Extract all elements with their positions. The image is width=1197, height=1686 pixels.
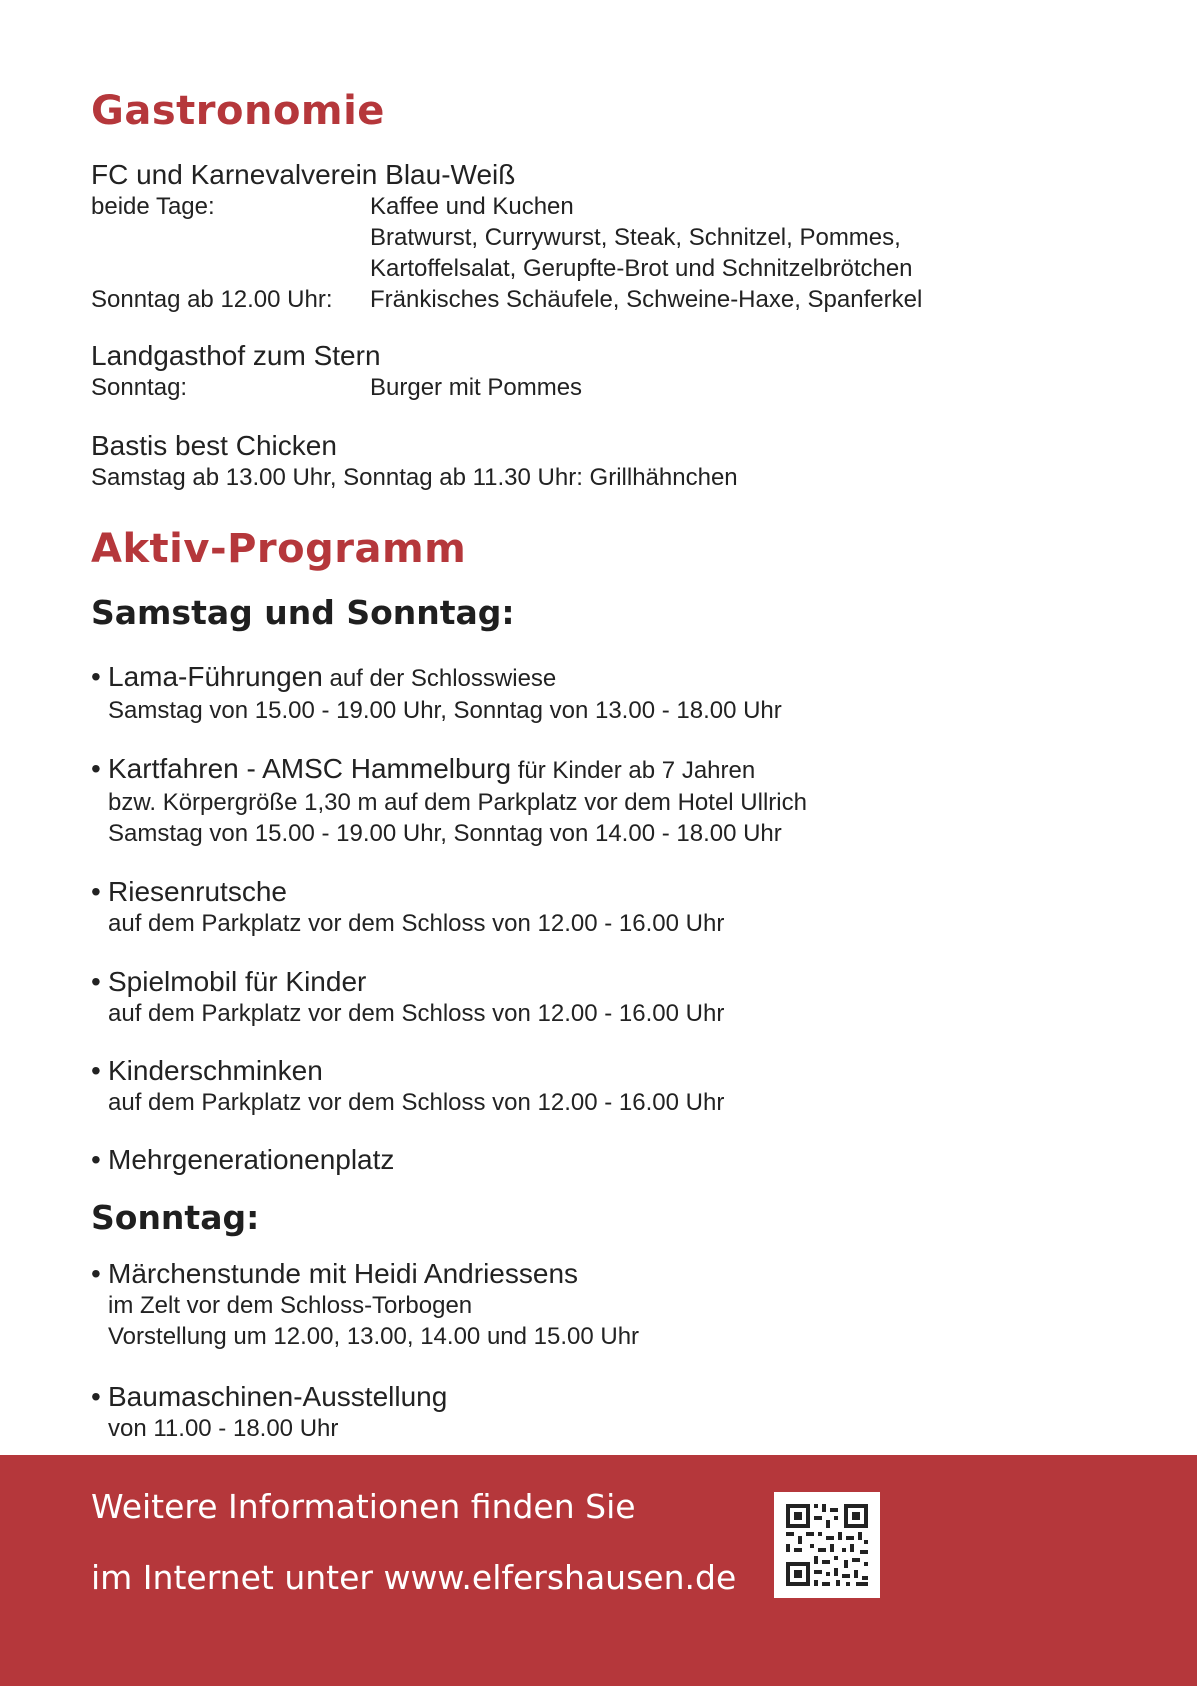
item-detail: Samstag von 15.00 - 19.00 Uhr, Sonntag von 13.00 - 18.00 Uhr [108, 697, 782, 724]
qr-code-icon[interactable] [774, 1492, 880, 1598]
bullet-icon: • [91, 1381, 101, 1412]
menu-row-day [91, 222, 370, 253]
bullet-icon: • [91, 661, 101, 692]
list-item-spielmobil [91, 966, 1091, 1029]
aktiv-programm-heading: Aktiv-Programm [91, 526, 467, 572]
footer-url-line[interactable]: im Internet unter www.elfershausen.de [91, 1558, 737, 1597]
bullet-icon: • [91, 966, 101, 997]
item-title: Kinderschminken [108, 1055, 323, 1086]
item-detail: auf dem Parkplatz vor dem Schloss von 12.00 - 16.00 Uhr [108, 910, 725, 937]
vendor-name: FC und Karnevalverein Blau-Weiß [91, 159, 516, 190]
item-title: Kartfahren - AMSC Hammelburg [108, 753, 512, 784]
menu-row [91, 222, 1091, 253]
gastronomie-heading: Gastronomie [91, 88, 385, 134]
item-subtitle: auf der Schlosswiese [322, 665, 557, 692]
menu-row [91, 284, 1091, 315]
vendor-name: Bastis best Chicken [91, 430, 337, 461]
vendor-bastis-block [91, 430, 1091, 493]
menu-row-items: Kartoffelsalat, Gerupfte-Brot und Schnitzelbrötchen [370, 255, 913, 282]
list-item-schminken [91, 1055, 1091, 1118]
menu-row-day: beide Tage: [91, 193, 215, 220]
list-item-rutsche [91, 876, 1091, 939]
list-item-kart [91, 753, 1091, 849]
item-title: Spielmobil für Kinder [108, 966, 367, 997]
list-item-lama [91, 661, 1091, 726]
menu-row-day: Sonntag: [91, 374, 188, 401]
menu-row-items: Kaffee und Kuchen [370, 193, 574, 220]
item-title: Riesenrutsche [108, 876, 287, 907]
item-title: Baumaschinen-Ausstellung [108, 1381, 448, 1412]
menu-row-day [91, 253, 370, 284]
menu-row [91, 253, 1091, 284]
item-detail: bzw. Körpergröße 1,30 m auf dem Parkplatz vor dem Hotel Ullrich [108, 789, 807, 816]
menu-row-items: Fränkisches Schäufele, Schweine-Haxe, Spanferkel [370, 286, 923, 313]
bullet-icon: • [91, 1144, 101, 1175]
item-detail: im Zelt vor dem Schloss-Torbogen [108, 1292, 473, 1319]
item-detail: Vorstellung um 12.00, 13.00, 14.00 und 15.00 Uhr [108, 1323, 640, 1350]
bullet-icon: • [91, 876, 101, 907]
item-title: Märchenstunde mit Heidi Andriessens [108, 1258, 579, 1289]
sunday-heading: Sonntag: [91, 1198, 260, 1237]
item-detail: von 11.00 - 18.00 Uhr [108, 1415, 339, 1442]
vendor-schedule: Samstag ab 13.00 Uhr, Sonntag ab 11.30 Uhr: Grillhähnchen [91, 464, 738, 491]
bullet-icon: • [91, 753, 101, 784]
footer-banner [0, 1455, 1197, 1686]
item-detail: auf dem Parkplatz vor dem Schloss von 12.00 - 16.00 Uhr [108, 1089, 725, 1116]
menu-row-items: Bratwurst, Currywurst, Steak, Schnitzel, Pommes, [370, 224, 901, 251]
vendor-stern-block [91, 340, 1091, 403]
bullet-icon: • [91, 1258, 101, 1289]
item-detail: auf dem Parkplatz vor dem Schloss von 12.00 - 16.00 Uhr [108, 1000, 725, 1027]
list-item-mehrgeneration [91, 1144, 1091, 1176]
list-item-baumaschinen [91, 1381, 1091, 1444]
bullet-icon: • [91, 1055, 101, 1086]
item-title: Mehrgenerationenplatz [108, 1144, 395, 1175]
footer-info-line: Weitere Informationen finden Sie [91, 1487, 636, 1526]
menu-row [91, 372, 1091, 403]
item-title: Lama-Führungen [108, 661, 323, 692]
menu-row-items: Burger mit Pommes [370, 374, 583, 401]
menu-row [91, 191, 1091, 222]
vendor-fc-block [91, 159, 1091, 315]
vendor-name: Landgasthof zum Stern [91, 340, 381, 371]
weekend-heading: Samstag und Sonntag: [91, 593, 515, 632]
item-detail: Samstag von 15.00 - 19.00 Uhr, Sonntag von 14.00 - 18.00 Uhr [108, 820, 782, 847]
item-subtitle: für Kinder ab 7 Jahren [511, 757, 756, 784]
list-item-maerchen [91, 1258, 1091, 1352]
menu-row-day: Sonntag ab 12.00 Uhr: [91, 286, 333, 313]
